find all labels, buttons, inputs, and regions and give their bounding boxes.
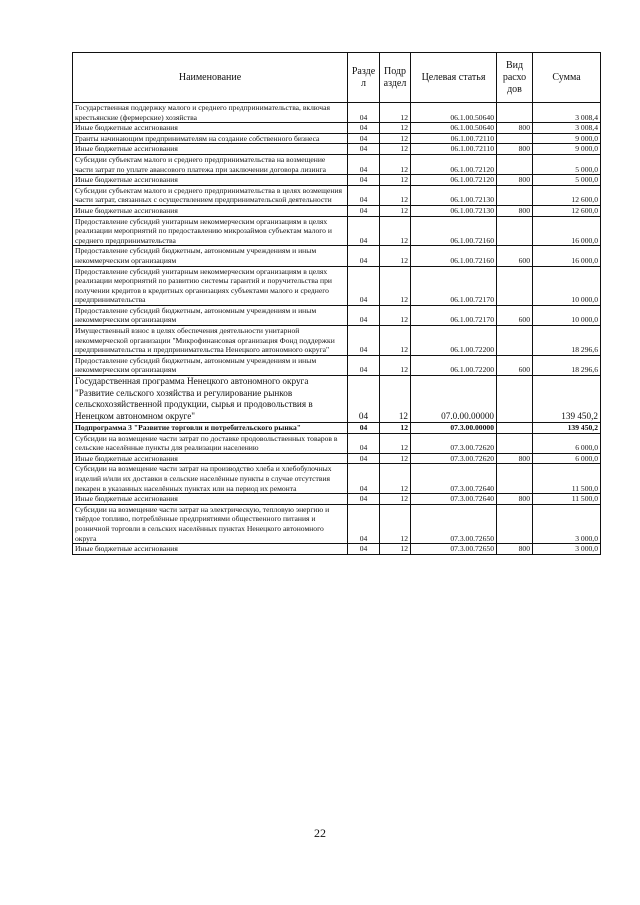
row-type bbox=[497, 504, 533, 543]
table-row bbox=[73, 423, 601, 434]
row-type: 800 bbox=[497, 544, 533, 555]
table-body bbox=[73, 103, 601, 555]
row-section: 04 bbox=[348, 123, 380, 134]
row-amount: 9 000,0 bbox=[533, 133, 601, 144]
table-row bbox=[73, 144, 601, 155]
row-section: 04 bbox=[348, 355, 380, 375]
table-row bbox=[73, 154, 601, 174]
row-name: Иные бюджетные ассигнования bbox=[73, 205, 348, 216]
row-amount: 11 500,0 bbox=[533, 464, 601, 494]
row-amount: 10 000,0 bbox=[533, 305, 601, 325]
table-row bbox=[73, 216, 601, 246]
table-row bbox=[73, 453, 601, 464]
row-section: 04 bbox=[348, 266, 380, 305]
row-section: 04 bbox=[348, 216, 380, 246]
row-name: Государственная программа Ненецкого автономного округа "Развитие сельского хозяйства и регулирование рынков сельскохозяйственной продукции, сырья и продовольствия в Ненецком автономном округе" bbox=[73, 376, 348, 423]
row-name: Предоставление субсидий бюджетным, автономным учреждениям и иным некоммерческим организациям bbox=[73, 246, 348, 266]
row-section: 04 bbox=[348, 376, 380, 423]
header-type: Вид расхо дов bbox=[497, 53, 533, 103]
row-type: 800 bbox=[497, 205, 533, 216]
row-type bbox=[497, 133, 533, 144]
row-target: 06.1.00.72160 bbox=[411, 216, 497, 246]
row-subsection: 12 bbox=[380, 246, 411, 266]
row-type bbox=[497, 154, 533, 174]
row-section: 04 bbox=[348, 305, 380, 325]
row-type: 800 bbox=[497, 144, 533, 155]
header-name: Наименование bbox=[73, 53, 348, 103]
row-subsection: 12 bbox=[380, 144, 411, 155]
row-amount: 18 296,6 bbox=[533, 355, 601, 375]
row-section: 04 bbox=[348, 133, 380, 144]
row-subsection: 12 bbox=[380, 423, 411, 434]
row-subsection: 12 bbox=[380, 266, 411, 305]
row-subsection: 12 bbox=[380, 494, 411, 505]
table-row bbox=[73, 103, 601, 123]
row-target: 06.1.00.72130 bbox=[411, 205, 497, 216]
row-section: 04 bbox=[348, 544, 380, 555]
row-type: 600 bbox=[497, 355, 533, 375]
table-row bbox=[73, 266, 601, 305]
row-section: 04 bbox=[348, 154, 380, 174]
row-name: Иные бюджетные ассигнования bbox=[73, 144, 348, 155]
row-type bbox=[497, 103, 533, 123]
row-name: Предоставление субсидий бюджетным, автономным учреждениям и иным некоммерческим организациям bbox=[73, 305, 348, 325]
row-target: 07.3.00.72650 bbox=[411, 504, 497, 543]
row-type: 600 bbox=[497, 305, 533, 325]
row-name: Предоставление субсидий унитарным некоммерческим организациям в целях реализации мероприятий по развитию системы гарантий и поручительства при получении кредитов в кредитных организациях субъектами малого и среднего предпринимательства bbox=[73, 266, 348, 305]
row-subsection: 12 bbox=[380, 133, 411, 144]
row-amount: 139 450,2 bbox=[533, 423, 601, 434]
page-number: 22 bbox=[314, 826, 326, 840]
table-header-row bbox=[73, 53, 601, 103]
table-row bbox=[73, 464, 601, 494]
row-name: Предоставление субсидий унитарным некоммерческим организациям в целях реализации мероприятий по предоставлению микрозаймов субъектам малого и среднего предпринимательства bbox=[73, 216, 348, 246]
row-amount: 5 000,0 bbox=[533, 175, 601, 186]
row-amount: 5 000,0 bbox=[533, 154, 601, 174]
header-target: Целевая статья bbox=[411, 53, 497, 103]
row-subsection: 12 bbox=[380, 185, 411, 205]
row-section: 04 bbox=[348, 494, 380, 505]
table-row bbox=[73, 504, 601, 543]
row-name: Иные бюджетные ассигнования bbox=[73, 123, 348, 134]
row-subsection: 12 bbox=[380, 453, 411, 464]
row-target: 06.1.00.72170 bbox=[411, 266, 497, 305]
row-amount: 18 296,6 bbox=[533, 326, 601, 356]
row-name: Имущественный взнос в целях обеспечения деятельности унитарной некоммерческой организации "Микрофинансовая организация Фонд поддержки предпринимательства и предпринимательства Ненецкого автономного округа" bbox=[73, 326, 348, 356]
row-amount: 3 000,0 bbox=[533, 544, 601, 555]
row-name: Предоставление субсидий бюджетным, автономным учреждениям и иным некоммерческим организациям bbox=[73, 355, 348, 375]
row-amount: 3 008,4 bbox=[533, 103, 601, 123]
row-target: 06.1.00.72120 bbox=[411, 154, 497, 174]
row-section: 04 bbox=[348, 144, 380, 155]
budget-table bbox=[72, 52, 601, 555]
row-type bbox=[497, 464, 533, 494]
header-subsection: Подр аздел bbox=[380, 53, 411, 103]
row-type: 800 bbox=[497, 453, 533, 464]
table-row bbox=[73, 326, 601, 356]
row-name: Субсидии субъектам малого и среднего предпринимательства на возмещение части затрат по уплате авансового платежа при заключении договора лизинга bbox=[73, 154, 348, 174]
row-target: 07.3.00.72620 bbox=[411, 433, 497, 453]
row-amount: 6 000,0 bbox=[533, 453, 601, 464]
row-target: 07.3.00.00000 bbox=[411, 423, 497, 434]
row-name: Государственная поддержку малого и среднего предпринимательства, включая крестьянские (фермерские) хозяйства bbox=[73, 103, 348, 123]
row-subsection: 12 bbox=[380, 544, 411, 555]
row-amount: 12 600,0 bbox=[533, 185, 601, 205]
row-name: Субсидии субъектам малого и среднего предпринимательства в целях возмещения части затрат, связанных с осуществлением предпринимательской деятельности bbox=[73, 185, 348, 205]
row-section: 04 bbox=[348, 205, 380, 216]
header-amount: Сумма bbox=[533, 53, 601, 103]
row-type bbox=[497, 185, 533, 205]
row-target: 06.1.00.72130 bbox=[411, 185, 497, 205]
row-type: 800 bbox=[497, 123, 533, 134]
row-type bbox=[497, 423, 533, 434]
row-target: 06.1.00.72170 bbox=[411, 305, 497, 325]
row-subsection: 12 bbox=[380, 464, 411, 494]
row-subsection: 12 bbox=[380, 355, 411, 375]
row-target: 06.1.00.50640 bbox=[411, 103, 497, 123]
row-subsection: 12 bbox=[380, 205, 411, 216]
row-type bbox=[497, 216, 533, 246]
row-subsection: 12 bbox=[380, 103, 411, 123]
row-name: Иные бюджетные ассигнования bbox=[73, 175, 348, 186]
row-target: 07.3.00.72640 bbox=[411, 464, 497, 494]
row-amount: 16 000,0 bbox=[533, 216, 601, 246]
table-row bbox=[73, 175, 601, 186]
table-row bbox=[73, 376, 601, 423]
row-target: 06.1.00.72200 bbox=[411, 326, 497, 356]
row-name: Подпрограмма 3 "Развитие торговли и потребительского рынка" bbox=[73, 423, 348, 434]
row-target: 06.1.00.72160 bbox=[411, 246, 497, 266]
row-type: 800 bbox=[497, 175, 533, 186]
row-subsection: 12 bbox=[380, 123, 411, 134]
table-row bbox=[73, 355, 601, 375]
row-name: Иные бюджетные ассигнования bbox=[73, 453, 348, 464]
row-amount: 11 500,0 bbox=[533, 494, 601, 505]
table-row bbox=[73, 133, 601, 144]
row-subsection: 12 bbox=[380, 433, 411, 453]
row-section: 04 bbox=[348, 504, 380, 543]
header-section: Разде л bbox=[348, 53, 380, 103]
row-amount: 16 000,0 bbox=[533, 246, 601, 266]
row-type: 800 bbox=[497, 494, 533, 505]
row-target: 07.3.00.72640 bbox=[411, 494, 497, 505]
row-name: Субсидии на возмещение части затрат на электрическую, тепловую энергию и твёрдое топливо, потреблённые предприятиями общественного питания и розничной торговли в сельских населённых пунктах Ненецкого автономного округа bbox=[73, 504, 348, 543]
row-target: 06.1.00.72120 bbox=[411, 175, 497, 186]
row-section: 04 bbox=[348, 326, 380, 356]
table-row bbox=[73, 305, 601, 325]
row-name: Иные бюджетные ассигнования bbox=[73, 544, 348, 555]
row-subsection: 12 bbox=[380, 376, 411, 423]
row-name: Субсидии на возмещение части затрат на производство хлеба и хлебобулочных изделий и/или их доставки в сельские населённые пункты в случае отсутствия пекарен в указанных населённых пунктах или на период их ремонта bbox=[73, 464, 348, 494]
row-amount: 6 000,0 bbox=[533, 433, 601, 453]
row-target: 07.3.00.72620 bbox=[411, 453, 497, 464]
row-target: 06.1.00.72110 bbox=[411, 144, 497, 155]
table-row bbox=[73, 433, 601, 453]
row-amount: 139 450,2 bbox=[533, 376, 601, 423]
row-subsection: 12 bbox=[380, 305, 411, 325]
row-target: 06.1.00.50640 bbox=[411, 123, 497, 134]
row-section: 04 bbox=[348, 103, 380, 123]
row-section: 04 bbox=[348, 464, 380, 494]
row-subsection: 12 bbox=[380, 175, 411, 186]
row-subsection: 12 bbox=[380, 216, 411, 246]
row-section: 04 bbox=[348, 185, 380, 205]
row-section: 04 bbox=[348, 423, 380, 434]
row-subsection: 12 bbox=[380, 326, 411, 356]
row-target: 06.1.00.72110 bbox=[411, 133, 497, 144]
row-subsection: 12 bbox=[380, 504, 411, 543]
row-type bbox=[497, 376, 533, 423]
row-name: Субсидии на возмещение части затрат по доставке продовольственных товаров в сельские населённые пункты для реализации населению bbox=[73, 433, 348, 453]
row-type bbox=[497, 433, 533, 453]
table-row bbox=[73, 185, 601, 205]
row-name: Иные бюджетные ассигнования bbox=[73, 494, 348, 505]
row-target: 06.1.00.72200 bbox=[411, 355, 497, 375]
table-row bbox=[73, 494, 601, 505]
row-amount: 3 000,0 bbox=[533, 504, 601, 543]
row-amount: 9 000,0 bbox=[533, 144, 601, 155]
row-amount: 10 000,0 bbox=[533, 266, 601, 305]
row-subsection: 12 bbox=[380, 154, 411, 174]
row-target: 07.0.00.00000 bbox=[411, 376, 497, 423]
table-row bbox=[73, 205, 601, 216]
row-section: 04 bbox=[348, 175, 380, 186]
row-type: 600 bbox=[497, 246, 533, 266]
row-type bbox=[497, 266, 533, 305]
row-section: 04 bbox=[348, 433, 380, 453]
table-row bbox=[73, 246, 601, 266]
row-section: 04 bbox=[348, 453, 380, 464]
row-type bbox=[497, 326, 533, 356]
row-amount: 12 600,0 bbox=[533, 205, 601, 216]
table-row bbox=[73, 544, 601, 555]
row-section: 04 bbox=[348, 246, 380, 266]
row-target: 07.3.00.72650 bbox=[411, 544, 497, 555]
row-name: Гранты начинающим предпринимателям на создание собственного бизнеса bbox=[73, 133, 348, 144]
row-amount: 3 008,4 bbox=[533, 123, 601, 134]
table-row bbox=[73, 123, 601, 134]
